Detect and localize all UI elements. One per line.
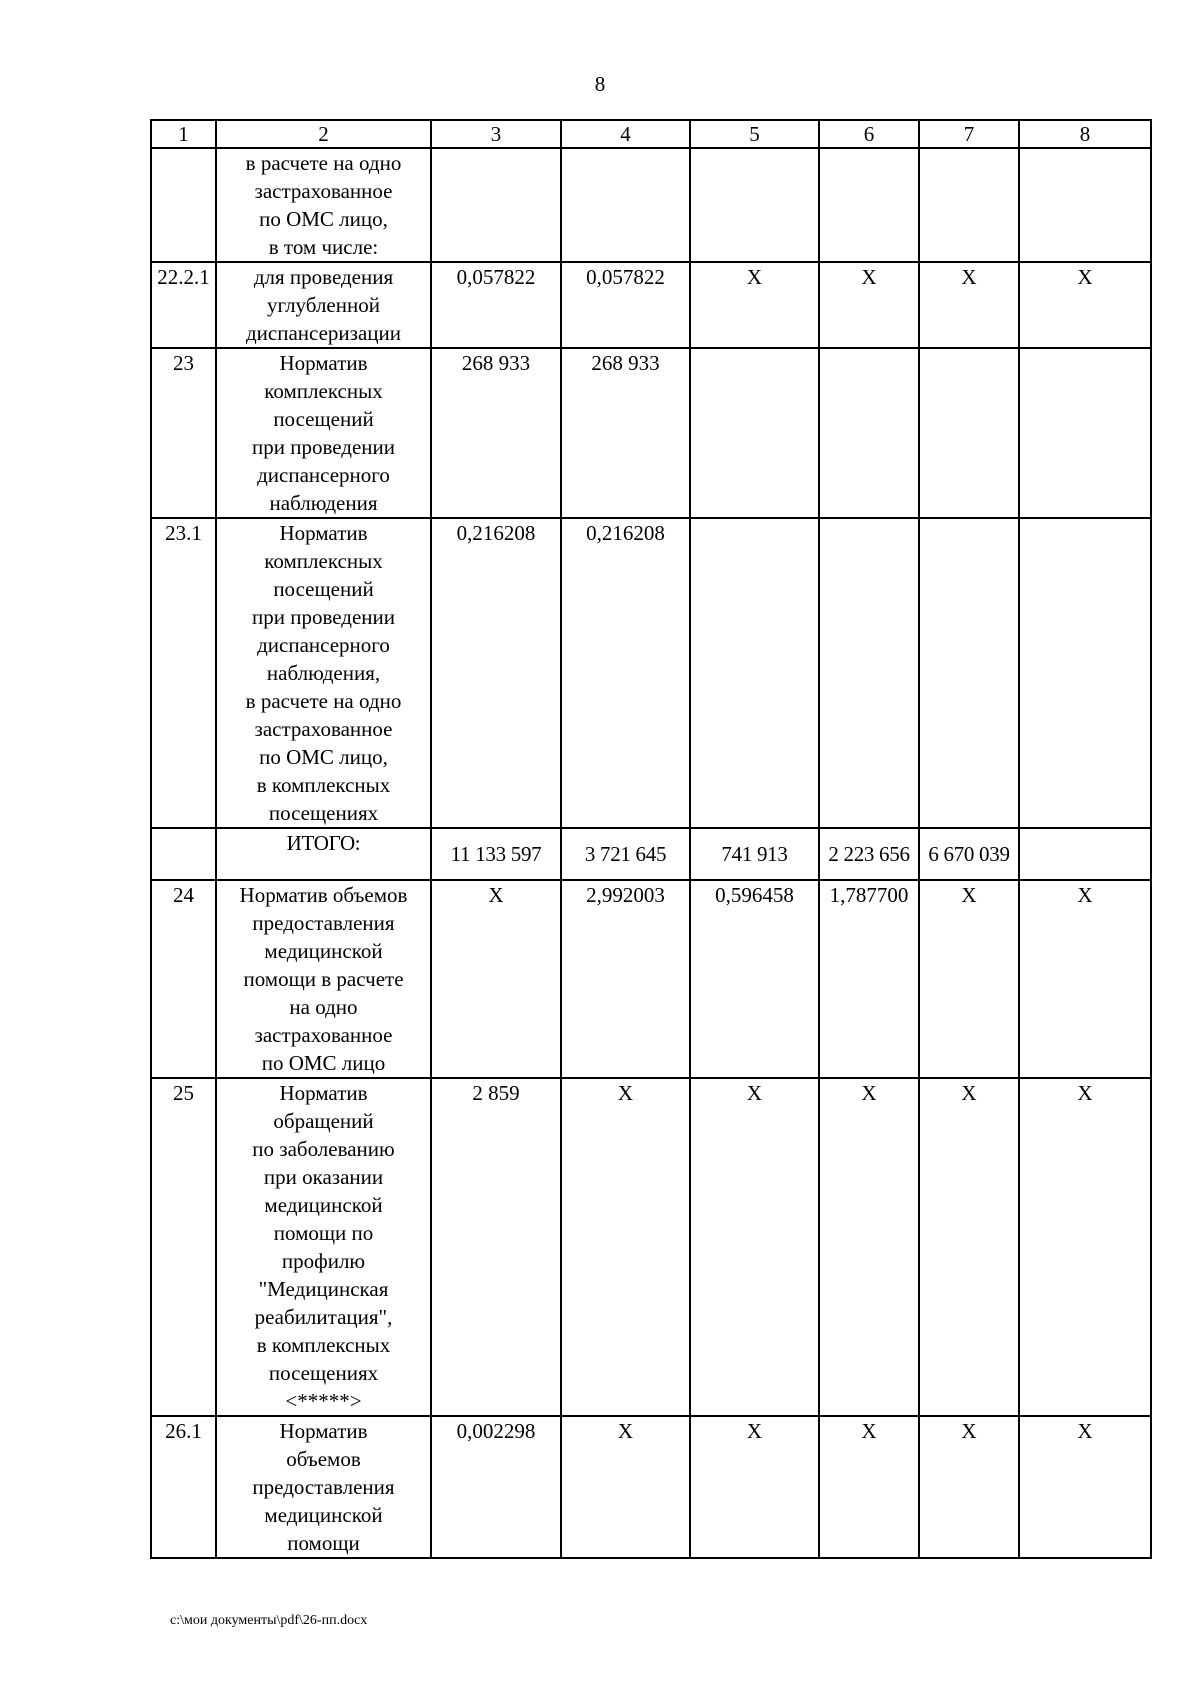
value-cell: X (561, 1416, 690, 1558)
value-cell: X (690, 262, 819, 348)
row-number-cell: 26.1 (151, 1416, 216, 1558)
value-cell: X (919, 262, 1019, 348)
row-description-cell: Норматив объемов предоставления медицинской помощи в расчете на одно застрахованное по ОМС лицо (216, 880, 431, 1078)
row-number-cell: 23.1 (151, 518, 216, 828)
value-cell: X (690, 1078, 819, 1416)
value-cell: 6 670 039 (919, 828, 1019, 880)
value-cell (690, 348, 819, 518)
row-number-cell (151, 828, 216, 880)
value-cell: 268 933 (431, 348, 561, 518)
value-cell: X (690, 1416, 819, 1558)
table-row (151, 262, 1151, 348)
value-cell (690, 518, 819, 828)
value-cell (819, 148, 919, 262)
value-cell (431, 148, 561, 262)
value-cell: 0,057822 (431, 262, 561, 348)
column-header: 8 (1019, 120, 1151, 148)
value-cell: 0,596458 (690, 880, 819, 1078)
column-header: 3 (431, 120, 561, 148)
value-cell (1019, 828, 1151, 880)
row-description-cell: ИТОГО: (216, 828, 431, 880)
column-header: 7 (919, 120, 1019, 148)
value-cell: X (919, 1416, 1019, 1558)
value-cell: 2,992003 (561, 880, 690, 1078)
row-number-cell: 24 (151, 880, 216, 1078)
value-cell: 2 223 656 (819, 828, 919, 880)
value-cell: 0,057822 (561, 262, 690, 348)
value-cell: 0,216208 (431, 518, 561, 828)
value-cell (819, 518, 919, 828)
row-number-cell (151, 148, 216, 262)
data-table (150, 119, 1152, 1559)
value-cell: 0,002298 (431, 1416, 561, 1558)
row-description-cell: Норматив комплексных посещений при проведении диспансерного наблюдения (216, 348, 431, 518)
value-cell (919, 518, 1019, 828)
table-row (151, 518, 1151, 828)
value-cell: 2 859 (431, 1078, 561, 1416)
row-description-cell: Норматив объемов предоставления медицинской помощи (216, 1416, 431, 1558)
table-row (151, 148, 1151, 262)
row-number-cell: 22.2.1 (151, 262, 216, 348)
value-cell (1019, 348, 1151, 518)
column-header: 2 (216, 120, 431, 148)
row-description-cell: в расчете на одно застрахованное по ОМС лицо, в том числе: (216, 148, 431, 262)
footer-file-path: c:\мои документы\pdf\26-пп.docx (170, 1613, 368, 1628)
table-row (151, 348, 1151, 518)
value-cell: X (919, 1078, 1019, 1416)
value-cell: 11 133 597 (431, 828, 561, 880)
value-cell: X (561, 1078, 690, 1416)
row-number-cell: 23 (151, 348, 216, 518)
value-cell: 3 721 645 (561, 828, 690, 880)
row-description-cell: Норматив обращений по заболеванию при оказании медицинской помощи по профилю "Медицинская реабилитация", в комплексных посещениях <*****> (216, 1078, 431, 1416)
value-cell (919, 148, 1019, 262)
value-cell: X (1019, 880, 1151, 1078)
value-cell: 741 913 (690, 828, 819, 880)
value-cell: X (819, 1078, 919, 1416)
value-cell (1019, 148, 1151, 262)
table-header-row (151, 120, 1151, 148)
table-row (151, 1416, 1151, 1558)
row-description-cell: Норматив комплексных посещений при проведении диспансерного наблюдения, в расчете на одно застрахованное по ОМС лицо, в комплексных посещениях (216, 518, 431, 828)
table-row (151, 880, 1151, 1078)
row-number-cell: 25 (151, 1078, 216, 1416)
value-cell: 0,216208 (561, 518, 690, 828)
value-cell: X (1019, 1416, 1151, 1558)
value-cell (1019, 518, 1151, 828)
value-cell: X (431, 880, 561, 1078)
value-cell: 1,787700 (819, 880, 919, 1078)
row-description-cell: для проведения углубленной диспансеризации (216, 262, 431, 348)
value-cell (690, 148, 819, 262)
value-cell: X (1019, 262, 1151, 348)
table-row (151, 1078, 1151, 1416)
value-cell: X (919, 880, 1019, 1078)
column-header: 6 (819, 120, 919, 148)
column-header: 1 (151, 120, 216, 148)
page-number: 8 (594, 72, 606, 96)
value-cell: X (819, 1416, 919, 1558)
value-cell: X (819, 262, 919, 348)
table-total-row (151, 828, 1151, 880)
value-cell (561, 148, 690, 262)
value-cell (819, 348, 919, 518)
value-cell: X (1019, 1078, 1151, 1416)
value-cell (919, 348, 1019, 518)
value-cell: 268 933 (561, 348, 690, 518)
column-header: 4 (561, 120, 690, 148)
column-header: 5 (690, 120, 819, 148)
